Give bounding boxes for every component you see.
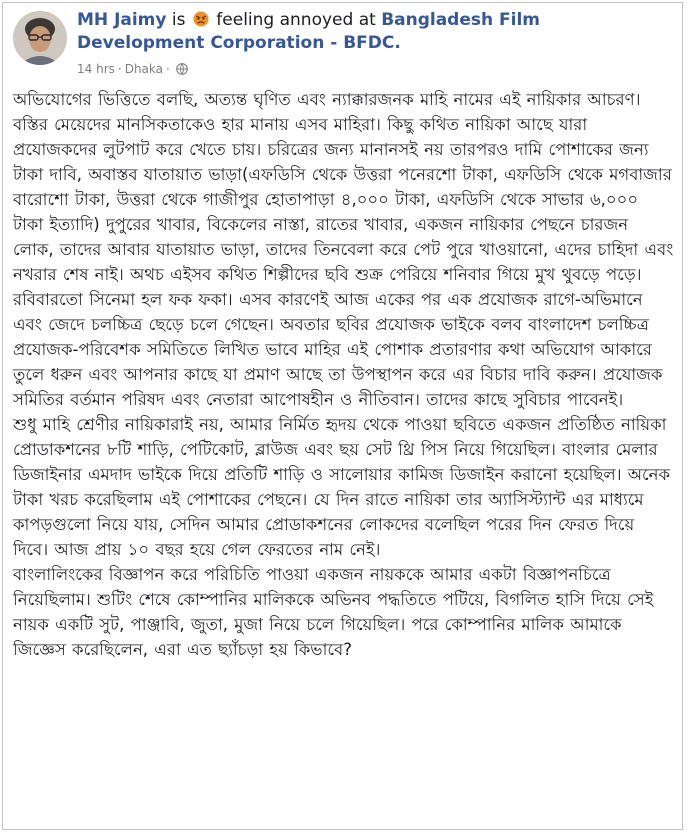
globe-icon[interactable]	[176, 63, 188, 75]
post-headline	[77, 9, 672, 55]
post-location[interactable]: Dhaka	[124, 62, 163, 76]
post-paragraph: বাংলালিংকের বিজ্ঞাপন করে পরিচিতি পাওয়া একজন নায়ককে আমার একটা বিজ্ঞাপনচিত্রে নিয়েছিলাম। শুটিং শেষে কোম্পানির মালিককে অভিনব পদ্ধতিতে পটিয়ে, বিগলিত হাসি দিয়ে সেই নায়ক একটি সুট, পাঞ্জাবি, জুতা, মুজা নিয়ে চলে গিয়েছিল। পরে কোম্পানির মালিক আমাকে জিজ্ঞেস করেছিলেন, এরা এত ছ্যাঁচড়া হয় কিভাবে?	[13, 565, 654, 659]
headline-verb: is	[171, 10, 186, 30]
tagged-page-link[interactable]: Bangladesh Film Development Corporation - BFDC.	[77, 10, 541, 53]
avatar[interactable]	[13, 11, 67, 65]
post-timestamp[interactable]: 14 hrs	[77, 62, 115, 76]
meta-separator-2: ·	[166, 62, 170, 76]
facebook-post	[2, 2, 683, 830]
post-meta	[77, 61, 188, 77]
feeling-text: feeling annoyed at	[216, 10, 376, 30]
annoyed-face-icon	[193, 11, 209, 27]
post-body	[13, 87, 674, 662]
post-header	[13, 9, 672, 85]
post-paragraph: অভিযোগের ভিত্তিতে বলছি, অত্যন্ত ঘৃণিত এবং ন্যাক্কারজনক মাহি নামের এই নায়িকার আচরণ।	[13, 90, 641, 109]
post-paragraph: বস্তির মেয়েদের মানসিকতাকেও হার মানায় এসব মাহিরা। কিছু কথিত নায়িকা আছে যারা প্রযোজকদের লুটপাট করে খেতে চায়। চরিত্রের জন্য মানানসই নয় তারপরও দামি পোশাকের জন্য টাকা দাবি, অবাস্তব যাতায়াত ভাড়া(এফডিসি থেকে উত্তরা পনেরশো টাকা, এফডিসি থেকে মগবাজার বারোশো টাকা, উত্তরা থেকে গাজীপুর হোতাপাড়া ৪,০০০ টাকা, এফডিসি থেকে সাভার ৬,০০০ টাকা ইত্যাদি) দুপুরের খাবার, বিকেলের নাস্তা, রাতের খাবার, একজন নায়িকার পেছনে চারজন লোক, তাদের আবার যাতায়াত ভাড়া, তাদের তিনবেলা করে পেট পুরে খাওয়ানো, এদের চাহিদা এবং নখরার শেষ নাই। অথচ এইসব কথিত শিল্পীদের ছবি শুক্র পেরিয়ে শনিবার গিয়ে মুখ থুবড়ে পড়ে। রবিবারতো সিনেমা হল ফক ফকা। এসব কারণেই আজ একের পর এক প্রযোজক রাগে-অভিমানে এবং জেদে চলচ্চিত্র ছেড়ে চলে গেছেন। অবতার ছবির প্রযোজক ভাইকে বলব বাংলাদেশ চলচ্চিত্র প্রযোজক-পরিবেশক সমিতিতে লিখিত ভাবে মাহির এই পোশাক প্রতারণার কথা অভিযোগ আকারে তুলে ধরুন এবং আপনার কাছে যা প্রমাণ আছে তা উপস্থাপন করে এর বিচার দাবি করুন। প্রযোজক সমিতির বর্তমান পরিষদ এবং নেতারা আপোষহীন ও নীতিবান। তাদের কাছে সুবিচার পাবেনই।	[13, 115, 674, 409]
post-paragraph: শুধু মাহি শ্রেণীর নায়িকারাই নয়, আমার নির্মিত হৃদয় থেকে পাওয়া ছবিতে একজন প্রতিষ্ঠিত নায়িকা প্রোডাকশনের ৮টি শাড়ি, পেটিকোট, ব্লাউজ এবং ছয় সেট থ্রি পিস নিয়ে গিয়েছিল। বাংলার মেলার ডিজাইনার এমদাদ ভাইকে দিয়ে প্রতিটি শাড়ি ও সালোয়ার কামিজ ডিজাইন করানো হয়েছিল। অনেক টাকা খরচ করেছিলাম এই পোশাকের পেছনে। যে দিন রাতে নায়িকা তার অ্যাসিস্ট্যান্ট এর মাধ্যমে কাপড়গুলো নিয়ে যায়, সেদিন আমার প্রোডাকশনের লোকদের বলেছিল পরের দিন ফেরত দিয়ে দিবে। আজ প্রায় ১০ বছর হয়ে গেল ফেরতের নাম নেই।	[13, 415, 671, 559]
author-name[interactable]: MH Jaimy	[77, 10, 167, 30]
meta-separator: ·	[117, 62, 122, 76]
